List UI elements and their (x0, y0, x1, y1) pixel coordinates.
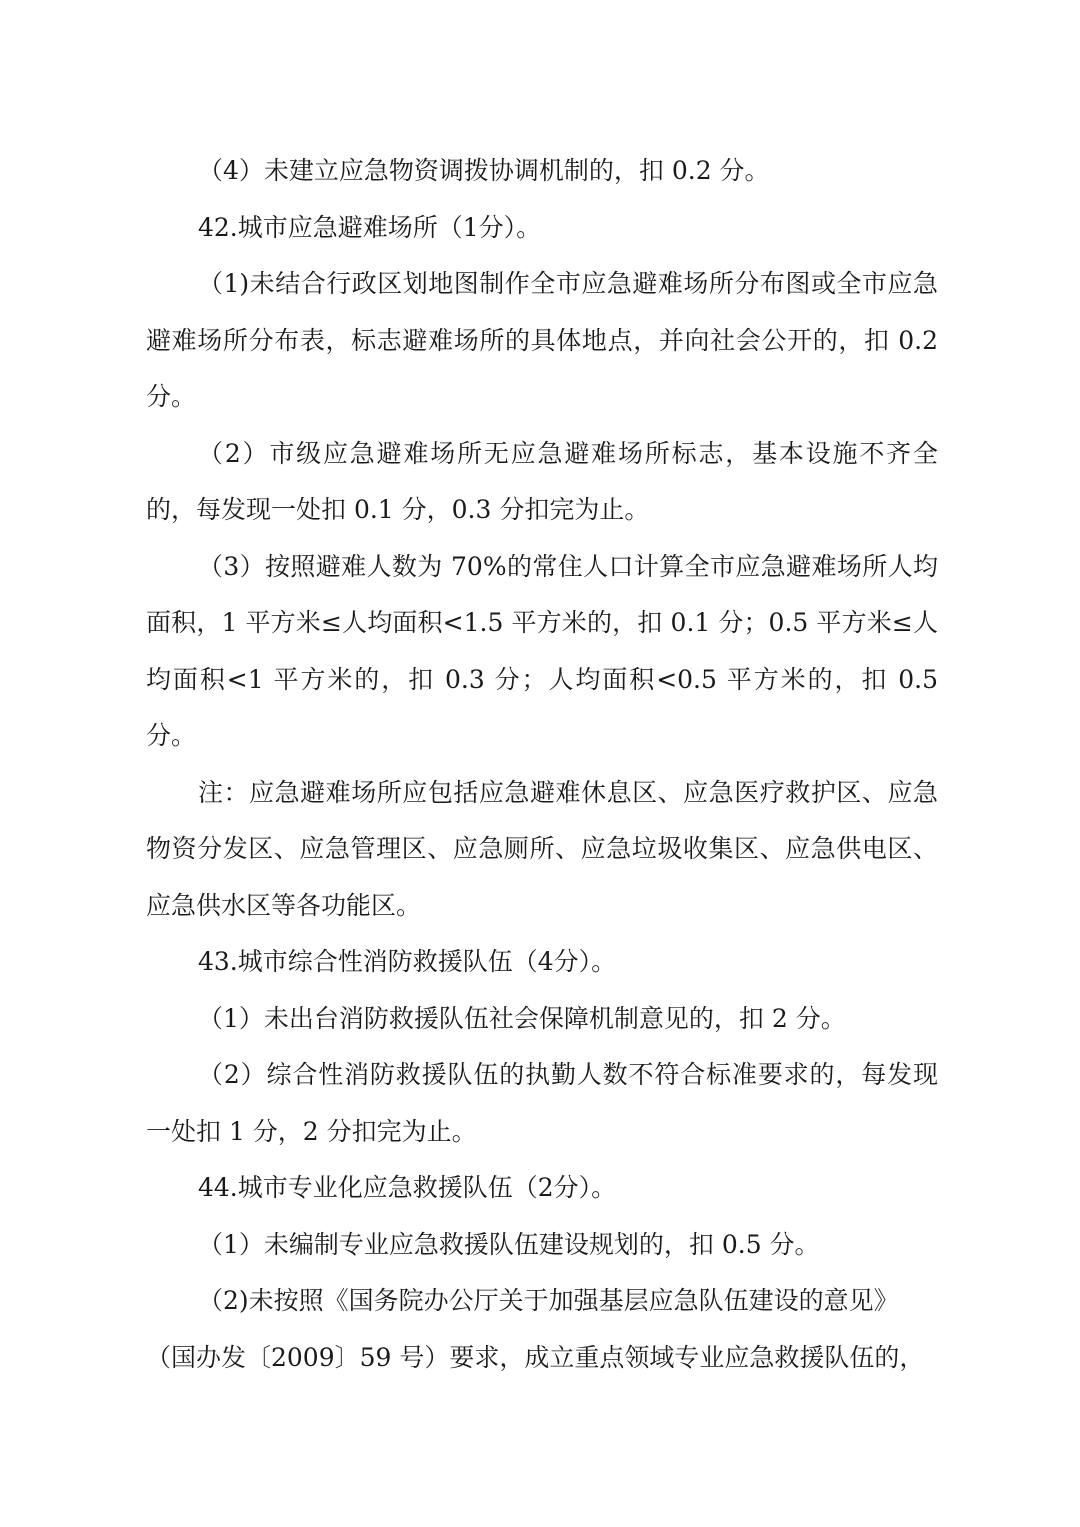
item-2-state-council-opinion: （2)未按照《国务院办公厅关于加强基层应急队伍建设的意见》 (198, 1286, 899, 1315)
section-43-heading: 43.城市综合性消防救援队伍（4分）。 (198, 947, 617, 976)
item-2-continuation: （国办发〔2009〕59 号）要求，成立重点领域专业应急救援队伍的， (146, 1342, 925, 1372)
section-44-heading: 44.城市专业化应急救援队伍（2分）。 (198, 1173, 617, 1202)
item-1-shelter-map: （1)未结合行政区划地图制作全市应急避难场所分布图或全市应急避难场所分布表，标志避难场所的具体地点，并向社会公开的，扣 0.2 分。 (146, 269, 938, 411)
item-3-shelter-area: （3）按照避难人数为 70%的常住人口计算全市应急避难场所人均面积，1 平方米≤人均面积<1.5 平方米的，扣 0.1 分；0.5 平方米≤人均面积<1 平方米的，扣 0.3 分；人均面积<0.5 平方米的，扣 0.5 分。 (146, 551, 938, 750)
item-4-emergency-supplies: （4）未建立应急物资调拨协调机制的，扣 0.2 分。 (198, 156, 770, 185)
item-1-rescue-team-plan: （1）未编制专业应急救援队伍建设规划的，扣 0.5 分。 (198, 1229, 820, 1259)
item-1-fire-rescue-security: （1）未出台消防救援队伍社会保障机制意见的，扣 2 分。 (198, 1003, 846, 1033)
section-42-heading: 42.城市应急避难场所（1分）。 (198, 212, 542, 242)
shelter-note: 注：应急避难场所应包括应急避难休息区、应急医疗救护区、应急物资分发区、应急管理区、应急厕所、应急垃圾收集区、应急供电区、应急供水区等各功能区。 (146, 777, 938, 920)
document-body (146, 143, 938, 1386)
item-2-fire-rescue-staffing: （2）综合性消防救援队伍的执勤人数不符合标准要求的，每发现一处扣 1 分，2 分扣完为止。 (146, 1060, 938, 1146)
item-2-shelter-signs: （2）市级应急避难场所无应急避难场所标志，基本设施不齐全的，每发现一处扣 0.1 分，0.3 分扣完为止。 (146, 438, 938, 524)
